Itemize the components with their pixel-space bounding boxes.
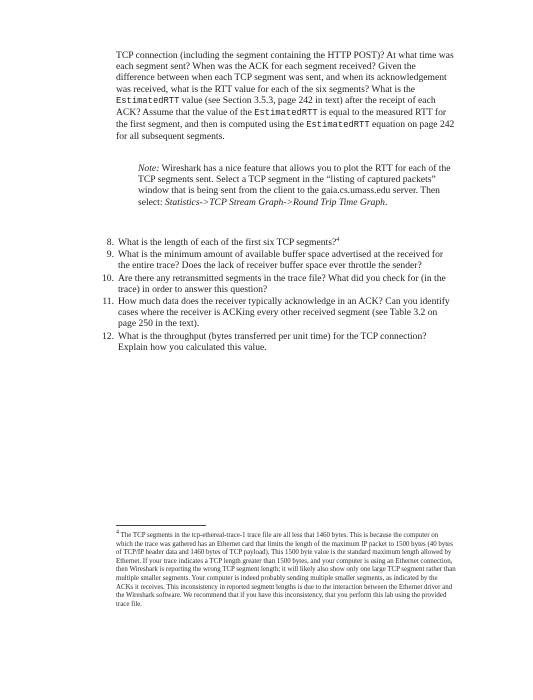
footnote: [116, 529, 456, 609]
question-item: [90, 249, 460, 271]
question-list: [90, 237, 460, 353]
menu-path: Statistics->TCP Stream Graph->Round Trip Time Graph: [164, 196, 385, 208]
question-text: What is the length of each of the first six TCP segments?: [118, 237, 337, 248]
question-number: 12.: [102, 330, 114, 342]
note-text: Wireshark has a nice feature that allows you to plot the RTT for each of the TCP segments sent. Select a TCP segment in the “listing of captured packets” window that is being sent from the client to the gaia.cs.umass.edu server. Then select:: [138, 163, 451, 208]
question-number: 10.: [102, 272, 114, 284]
note-label: Note:: [138, 163, 160, 174]
estimatedrtt-code: EstimatedRTT: [116, 95, 180, 106]
note-paragraph: [138, 163, 452, 208]
intro-text-4: equation on page 242 for all subsequent segments.: [116, 119, 455, 143]
estimatedrtt-code: EstimatedRTT: [254, 108, 318, 119]
estimatedrtt-code: EstimatedRTT: [306, 120, 370, 131]
question-text: What is the throughput (bytes transferred per unit time) for the TCP connection? Explain how you calculated this value.: [118, 330, 427, 353]
question-number: 11.: [102, 296, 114, 308]
question-text: Are there any retransmitted segments in the trace file? What did you check for (in the trace) in order to answer this question?: [118, 272, 446, 295]
question-item: [90, 296, 460, 330]
footnote-divider: [116, 525, 206, 526]
question-item: [90, 237, 460, 248]
intro-paragraph: [116, 50, 456, 143]
question-text: What is the minimum amount of available buffer space advertised at the received for the entire trace? Does the lack of receiver buffer space ever throttle the sender?: [118, 249, 444, 272]
question-item: [90, 331, 460, 353]
footnote-ref: 4: [336, 236, 340, 243]
question-number: 9.: [106, 249, 114, 261]
intro-text-2: value (see Section 3.5.3, page 242 in text) after the receipt of each ACK? Assume that the value of the: [116, 94, 436, 119]
question-number: 8.: [106, 237, 114, 248]
question-text: How much data does the receiver typically acknowledge in an ACK? Can you identify cases where the receiver is ACKing every other received segment (see Table 3.2 on page 250 in the text).: [118, 296, 450, 330]
footnote-text: The TCP segments in the tcp-ethereal-trace-1 trace file are all less that 1460 bytes. This is because the computer on which the trace was gathered has an Ethernet card that limits the length of the maximum IP packet to 1500 bytes (40 bytes of TCP/IP header data and 1460 bytes of TCP payload). This 1500 byte value is the standard maximum length allowed by Ethernet. If your trace indicates a TCP length greater than 1500 bytes, and your computer is using an Ethernet connection, then Wireshark is reporting the wrong TCP segment length; it will likely also show only one large TCP segment rather than multiple smaller segments. Your computer is indeed probably sending multiple smaller segments, as indicated by the ACKs it receives. This inconsistency in reported segment lengths is due to the interaction between the Ethernet driver and the Wireshark software. We recommend that if you have this inconsistency, that you perform this lab using the provided trace file.: [116, 532, 456, 608]
footnote-marker: 4: [116, 529, 119, 536]
intro-text-3: is equal to the measured RTT for the first segment, and then is computed using the: [116, 107, 447, 131]
question-item: [90, 273, 460, 295]
note-end: .: [384, 196, 388, 208]
intro-text-1: TCP connection (including the segment containing the HTTP POST)? At what time was each segment sent? When was the ACK for each segment received? Given the difference between when each TCP segment was sent, and when its acknowledgement was received, what is the RTT value for each of the six segments? What is the: [116, 50, 454, 95]
